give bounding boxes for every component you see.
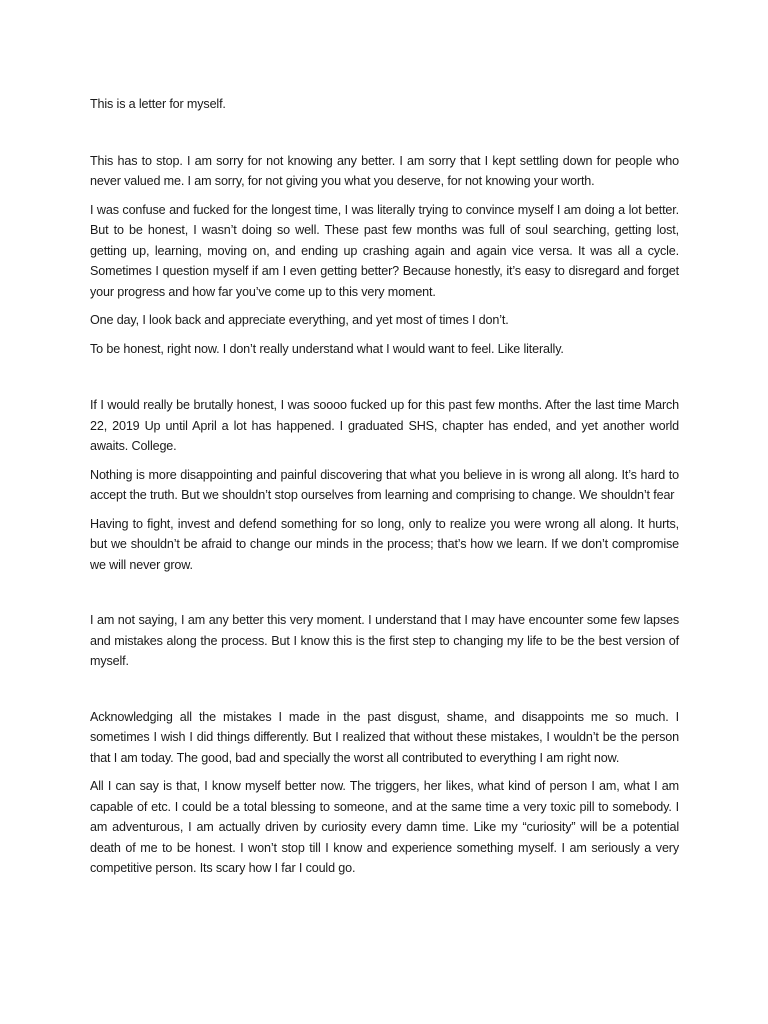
paragraph-3: One day, I look back and appreciate everything, and yet most of times I don’t.: [90, 313, 509, 327]
paragraph-6: Nothing is more disappointing and painful discovering that what you believe in is wrong all along. It’s hard to accept the truth. But we shouldn’t stop ourselves from learning and comprising to change. We shouldn’t fear: [90, 467, 679, 502]
paragraph-5: If I would really be brutally honest, I was soooo fucked up for this past few months. After the last time March 22, 2019 Up until April a lot has happened. I graduated SHS, chapter has ended, and yet another world awaits. College.: [90, 398, 679, 453]
paragraph-4: To be honest, right now. I don’t really understand what I would want to feel. Like literally.: [90, 341, 564, 356]
paragraph-9: Acknowledging all the mistakes I made in the past disgust, shame, and disappoints me so much. I sometimes I wish I did things differently. But I realized that without these mistakes, I wouldn’t be the person that I am today. The good, bad and specially the worst all contributed to everything I am right now.: [90, 709, 679, 765]
paragraph-2: I was confuse and fucked for the longest time, I was literally trying to convince myself I am doing a lot better. But to be honest, I wasn’t doing so well. These past few months was full of soul searching, getting lost, getting up, learning, moving on, and ending up crashing again and again vice versa. It was all a cycle. Sometimes I question myself if am I even getting better? Because honestly, it’s easy to disregard and forget your progress and how far you’ve come up to this very moment.: [90, 202, 679, 299]
paragraph-1: This has to stop. I am sorry for not knowing any better. I am sorry that I kept settling down for people who never valued me. I am sorry, for not giving you what you deserve, for not knowing your worth.: [90, 153, 679, 188]
paragraph-10: All I can say is that, I know myself better now. The triggers, her likes, what kind of person I am, what I am capable of etc. I could be a total blessing to someone, and at the same time a very toxic pill to somebody. I am adventurous, I am actually driven by curiosity every damn time. Like my “curiosity” will be a potential death of me to be honest. I won’t stop till I know and experience something myself. I am seriously a very competitive person. Its scary how I far I could go.: [90, 779, 679, 875]
paragraph-8: I am not saying, I am any better this very moment. I understand that I may have encounter some few lapses and mistakes along the process. But I know this is the first step to changing my life to be the best version of myself.: [90, 613, 679, 668]
letter-document: [90, 94, 679, 879]
paragraph-7: Having to fight, invest and defend something for so long, only to realize you were wrong all along. It hurts, but we shouldn’t be afraid to change our minds in the process; that’s how we learn. If we don’t compromise we will never grow.: [90, 516, 679, 572]
letter-title: This is a letter for myself.: [90, 97, 226, 111]
